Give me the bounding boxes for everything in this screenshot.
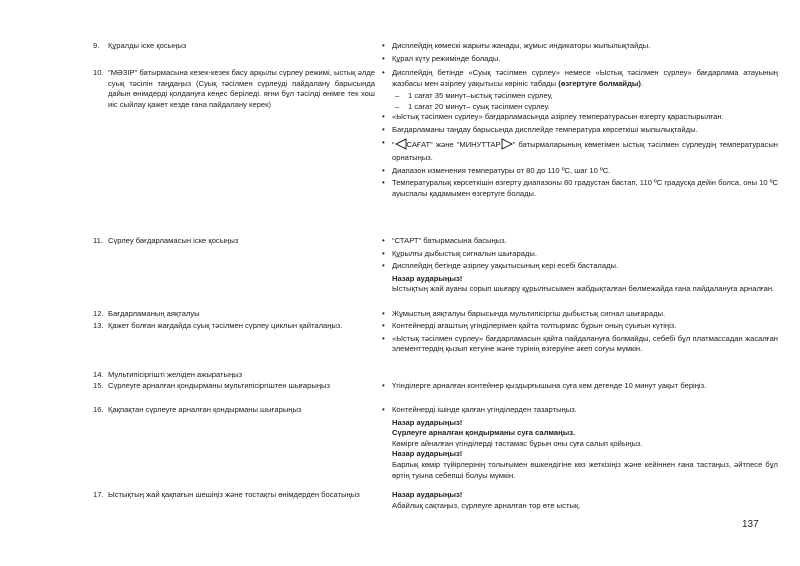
bullet-item	[382, 321, 778, 332]
bullet-text: Контейнерді ішінде қалған үгінділерден тазартыңыз.	[392, 405, 577, 414]
step-description	[93, 41, 375, 52]
step-details	[382, 236, 778, 295]
bullet-item	[382, 178, 778, 199]
punctuation: .	[640, 78, 644, 88]
bullet-marker: •	[382, 381, 385, 390]
warning-heading: Назар аударыңыз!	[392, 417, 463, 427]
triangle-left-icon	[395, 138, 407, 154]
step-number: 13.	[93, 321, 104, 330]
step-text: Сүрлеу бағдарламасын іске қосыңыз	[108, 236, 239, 245]
sub-item-text: 1 сағат 35 минут–ыстық тәсілмен сүрлеу,	[408, 91, 553, 101]
triangle-right-icon	[501, 138, 513, 154]
step-description	[93, 381, 375, 392]
step-details	[382, 381, 778, 394]
step-text: "МӘЗІР" батырмасына кезек-кезек басу арқылы сүрлеу режимі, ыстық әлде суық тәсілін таңдаңыз (Суық тәсілмен сүрлеуді пайдалану барысында дайын өнімдерді қолдануға кеңес беріледі. яғни бұл тәсілді өнімге тек хош иіс сыйлау қажет кезде ғана пайдалану керек)	[108, 68, 375, 109]
warning-heading: Сүрлеуге арналған қондырманы суға салмаңыз.	[392, 428, 576, 438]
step-number: 10.	[93, 68, 104, 77]
step-description	[93, 370, 375, 381]
bullet-item	[382, 236, 778, 247]
bullet-item	[382, 138, 778, 164]
bullet-text: Диапазон изменения температуры от 80 до 110 ºС, шаг 10 ºС.	[392, 165, 611, 175]
step-text: Қажет болған жағдайда суық тәсілмен сүрлеу циклын қайталаңыз.	[108, 321, 343, 330]
bullet-item	[382, 112, 778, 123]
bullet-text: Температуралық көрсеткішін өзгерту диапазоны 80 градустан бастап, 110 ºС градусқа дейін болса, оны 10 ºС ауыспалы қадамымен өзгертуге болады.	[392, 178, 778, 198]
sub-list-item	[382, 91, 778, 102]
bullet-text: Дисплейдің бетінде «Суық тәсілмен сүрлеу» немесе «Ыстық тәсілмен сүрлеу» бағдарлама атауының жазбасы мен әзірлеу уақытысы көрініс табады	[392, 68, 778, 88]
warning-heading: Назар аударыңыз!	[392, 490, 463, 499]
step-details	[382, 405, 778, 481]
step-details	[382, 321, 778, 357]
button-names-text: САҒАТ” және “МИНУТТАР	[406, 139, 501, 149]
step-description	[93, 236, 375, 247]
bullet-text: Жұмыстың аяқталуы барысында мультипісіргіш дыбыстық сигнал шығарады.	[392, 309, 666, 318]
step-details	[382, 309, 778, 322]
bullet-marker: •	[382, 248, 385, 258]
bullet-item	[382, 261, 778, 272]
bullet-text: Контейнерді ағаштың үгінділерімен қайта толтырмас бұрын оның суығын күтіңіз.	[392, 321, 677, 330]
bullet-text: «Ыстық тәсілмен сүрлеу» бағдарламасын қайта пайдалануға болмайды, себебі бұл платмассадан жасалған элементтердің қызып кетуіне және түрінің өзгеруіне әкеп соғуы мүмкін.	[392, 333, 778, 354]
dash-marker: –	[395, 91, 400, 101]
step-description	[93, 405, 375, 416]
bullet-marker: •	[382, 165, 385, 175]
step-text: Бағдарламаның аяқталуы	[108, 309, 200, 318]
bullet-text: Дисплейдің көмескі жарығы жанады, жұмыс индикаторы жыпылықтайды.	[392, 41, 651, 50]
sub-list-item	[382, 102, 778, 113]
bullet-item	[382, 381, 778, 392]
step-number: 9.	[93, 41, 100, 50]
bullet-item	[382, 309, 778, 320]
step-number: 11.	[93, 236, 103, 245]
step-text: Сүрлеуге арналған қондырманы мультипісіргіштен шығарыңыз	[108, 381, 330, 390]
note-text: Ыстықтың жай ауаны сорып шығару құрылғысымен жабдықталған бөлмежайда ғана пайдалануға арналған.	[392, 284, 775, 294]
note-text: Абайлық сақтаңыз, сүрлеуге арналған тор өте ыстық.	[392, 500, 581, 510]
bullet-text: Үгінділерге арналған контейнер қыздырғышына суға кем дегенде 10 минут уақыт беріңіз.	[392, 381, 707, 390]
step-number: 12.	[93, 309, 104, 318]
bullet-item	[382, 125, 778, 136]
step-number: 17.	[93, 490, 104, 499]
bullet-marker: •	[382, 41, 385, 50]
bullet-marker: •	[382, 112, 385, 122]
bullet-marker: •	[382, 309, 385, 318]
bullet-text: “СТАРТ” батырмасына басыңыз.	[392, 236, 507, 245]
note-text: Көмірге айналған үгінділерді тастамас бұрын оны суға салып қойыңыз.	[392, 438, 643, 448]
step-description	[93, 321, 375, 332]
bullet-marker: •	[382, 261, 385, 271]
bullet-text: Құрал күту режимінде болады.	[392, 53, 501, 63]
note-text: Барлық көмір түйірлерінің толығымен өшкендігіне көз жеткізіңіз және кейіннен ғана тастаңыз, әйтпесе бұл өртің туына себепші болуы мүмкін.	[392, 459, 778, 480]
bullet-marker: •	[382, 236, 385, 245]
bullet-marker: •	[382, 333, 385, 343]
bullet-marker: •	[382, 53, 385, 63]
bullet-text: «Ыстық тәсілмен сүрлеу» бағдарламасында әзірлеу температурасын өзгерту қарастырылған.	[392, 112, 724, 122]
sub-item-text: 1 сағат 20 минут– суық тәсілмен сүрлеу.	[408, 101, 550, 111]
step-details	[382, 490, 778, 511]
step-number: 15.	[93, 381, 104, 390]
step-number: 14.	[93, 370, 104, 379]
step-details	[382, 41, 778, 66]
bullet-item	[382, 166, 778, 177]
warning-heading: Назар аударыңыз!	[392, 449, 463, 459]
bullet-marker: •	[382, 405, 385, 414]
bullet-marker: •	[382, 68, 385, 77]
bullet-item	[382, 405, 778, 416]
bullet-marker: •	[382, 137, 385, 147]
dash-marker: –	[395, 101, 400, 111]
page-number: 137	[742, 519, 759, 530]
bullet-text: Бағдарламаны таңдау барысында дисплейде температура көрсеткіші жыпылықтайды.	[392, 124, 698, 134]
step-text: Құралды іске қосыңыз	[108, 41, 187, 50]
bullet-item	[382, 41, 778, 52]
bullet-marker: •	[382, 321, 385, 330]
bullet-item	[382, 249, 778, 260]
step-description	[93, 309, 375, 320]
bullet-item	[382, 334, 778, 355]
step-text: Ыстықтың жай қақпағын шешіңіз және тостақты өнімдерден босатыңыз	[108, 490, 360, 499]
bold-note: (өзгертуге болмайды)	[558, 78, 641, 88]
step-description	[93, 490, 375, 501]
step-number: 16.	[93, 405, 104, 414]
step-text: Мультипісіргішті желіден ажыратыңыз	[108, 370, 243, 379]
bullet-item	[382, 54, 778, 65]
bullet-text: Құрылғы дыбыстық сигналын шығарады.	[392, 248, 537, 258]
bullet-item	[382, 68, 778, 89]
bullet-text: Дисплейдің бетінде әзірлеу уақытысының кері есебі басталады.	[392, 261, 619, 271]
warning-heading: Назар аударыңыз!	[392, 273, 463, 283]
step-text: Қақпақтан сүрлеуге арналған қондырманы шығарыңыз	[108, 405, 302, 414]
bullet-marker: •	[382, 178, 385, 188]
step-details	[382, 68, 778, 202]
instruction-text: ” батырмаларының көмегімен ыстық тәсілмен сүрлеудің температурасын орнатыңыз.	[392, 139, 778, 163]
bullet-marker: •	[382, 124, 385, 134]
step-description	[93, 68, 375, 110]
quote-mark: “	[392, 139, 395, 149]
